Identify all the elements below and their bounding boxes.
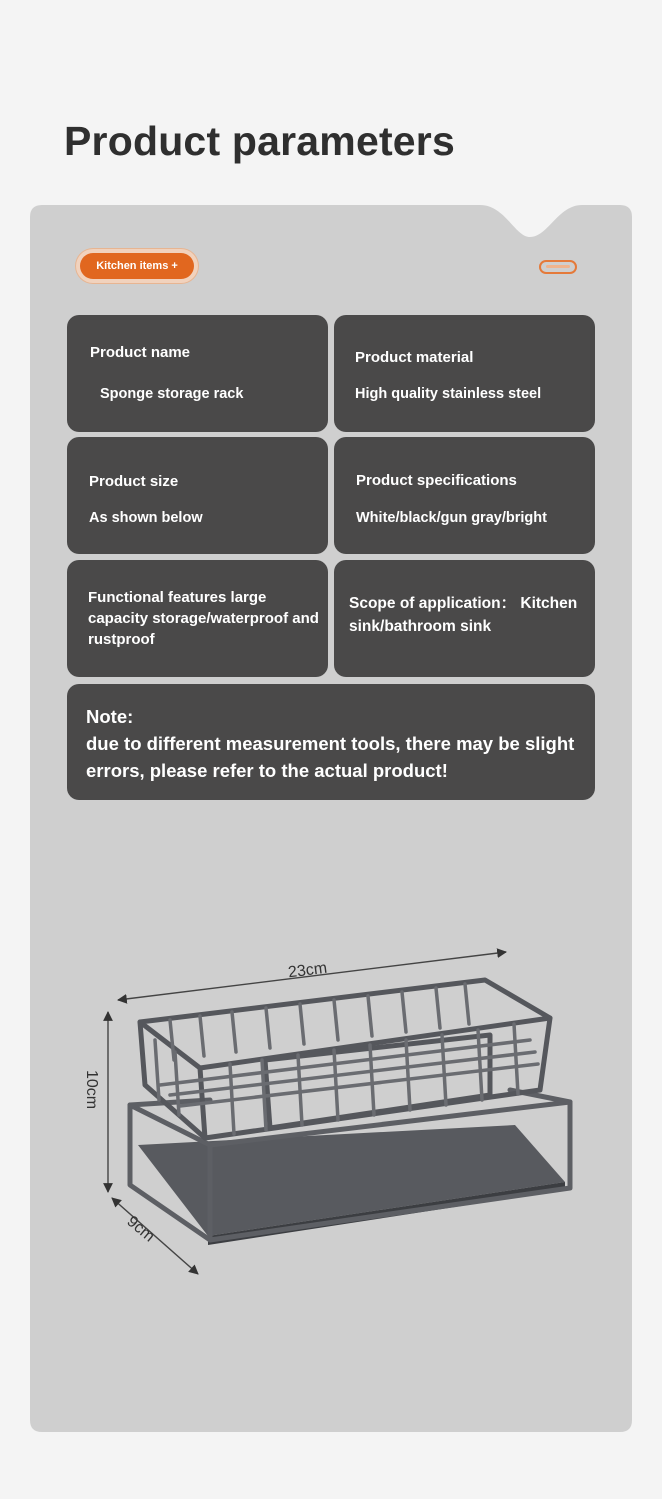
length-label: 23cm — [287, 959, 329, 982]
param-value: White/black/gun gray/bright — [356, 510, 547, 526]
page-title: Product parameters — [64, 118, 455, 164]
kitchen-items-label: Kitchen items + — [80, 253, 194, 279]
param-value: High quality stainless steel — [355, 386, 542, 402]
param-value: As shown below — [89, 510, 203, 526]
sponge-rack-illustration — [70, 940, 610, 1290]
param-label: Product name — [90, 344, 191, 361]
param-value: Sponge storage rack — [100, 386, 244, 402]
param-text: Scope of application： Kitchen sink/bathroom sink — [349, 595, 578, 635]
param-label: Product size — [89, 473, 179, 490]
kitchen-items-tag[interactable] — [76, 249, 198, 283]
note-title: Note: — [86, 706, 134, 727]
param-card-material — [334, 315, 595, 432]
param-card-features — [67, 560, 328, 677]
param-label: Product material — [355, 349, 474, 366]
note-body: due to different measurement tools, there may be slight errors, please refer to the actual product! — [86, 733, 575, 781]
param-card-size — [67, 437, 328, 554]
param-label: Product specifications — [356, 472, 517, 489]
toggle-icon — [539, 260, 577, 274]
param-text: Functional features large capacity storage/waterproof and rustproof — [88, 589, 319, 648]
height-label: 10cm — [83, 1070, 100, 1110]
param-card-specifications — [334, 437, 595, 554]
depth-label: 9cm — [123, 1213, 158, 1246]
depth-dimension-line — [112, 1198, 198, 1274]
note-card — [67, 684, 595, 800]
param-card-product-name — [67, 315, 328, 432]
param-card-scope — [334, 560, 595, 677]
